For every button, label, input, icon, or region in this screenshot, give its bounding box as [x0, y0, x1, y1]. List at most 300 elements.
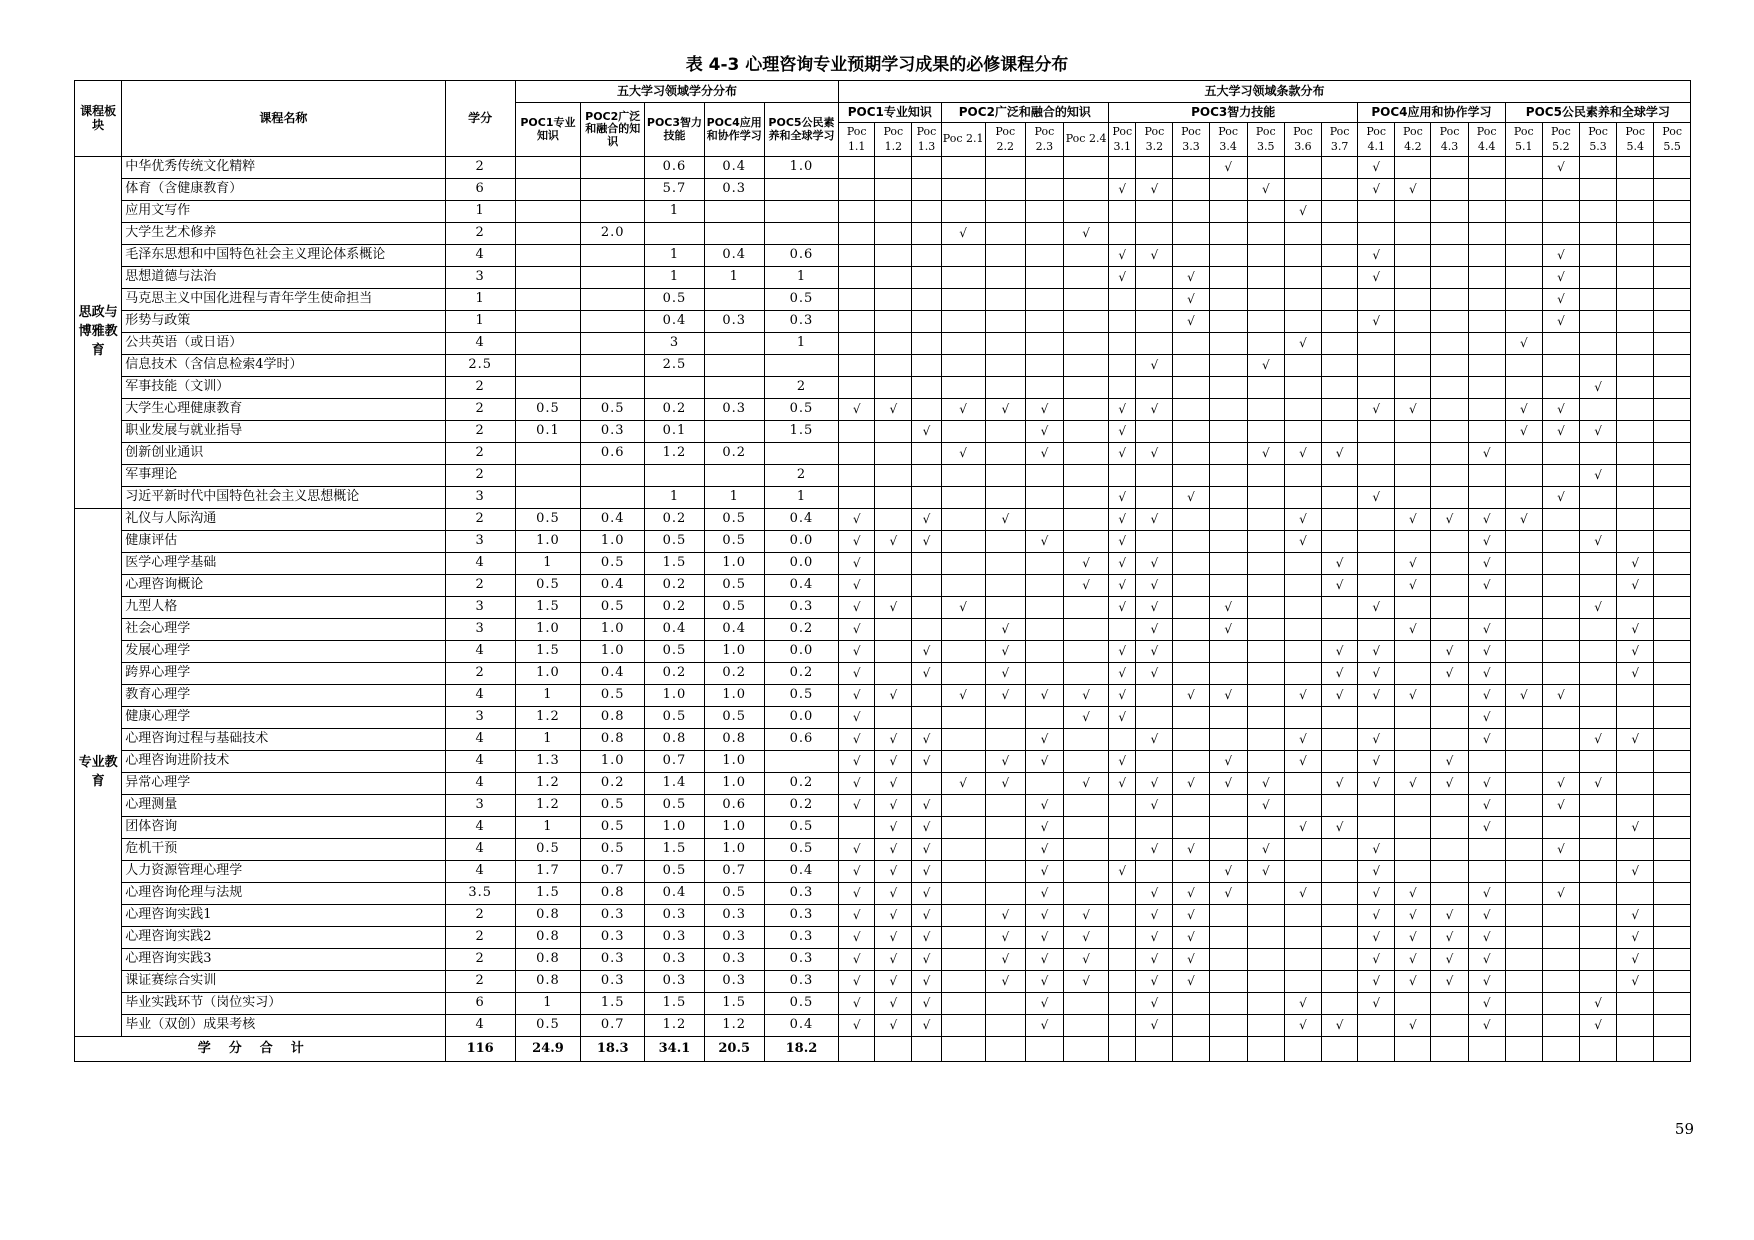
empty-cell — [839, 289, 875, 311]
total-poc-credit: 34.1 — [645, 1037, 704, 1062]
empty-cell — [1025, 1037, 1063, 1062]
empty-cell — [1654, 949, 1691, 971]
empty-cell — [1617, 377, 1654, 399]
check-mark: √ — [1395, 971, 1431, 993]
table-row — [75, 861, 1691, 883]
poc4-credit-header: POC4应用和协作学习 — [704, 103, 764, 157]
empty-cell — [912, 201, 941, 223]
table-row — [75, 223, 1691, 245]
check-mark: √ — [1173, 927, 1209, 949]
check-mark: √ — [1322, 773, 1358, 795]
empty-cell — [1358, 201, 1395, 223]
check-mark: √ — [1468, 817, 1505, 839]
empty-cell — [1617, 355, 1654, 377]
empty-cell — [912, 267, 941, 289]
empty-cell — [1209, 333, 1247, 355]
empty-cell — [1025, 289, 1063, 311]
check-mark: √ — [1468, 795, 1505, 817]
poc-credit-cell: 0.5 — [581, 839, 645, 861]
empty-cell — [1247, 421, 1284, 443]
check-mark: √ — [1395, 773, 1431, 795]
poc-credit-cell — [581, 267, 645, 289]
section-label: 思政与博雅教育 — [75, 157, 122, 509]
empty-cell — [875, 267, 912, 289]
empty-cell — [875, 663, 912, 685]
empty-cell — [1580, 575, 1617, 597]
empty-cell — [1209, 201, 1247, 223]
poc-credit-cell: 0.3 — [645, 905, 704, 927]
empty-cell — [1431, 289, 1468, 311]
check-mark: √ — [1247, 861, 1284, 883]
check-mark: √ — [1284, 817, 1321, 839]
empty-cell — [1173, 993, 1209, 1015]
poc-credit-cell: 1 — [645, 487, 704, 509]
poc-credit-cell: 0.5 — [764, 685, 838, 707]
check-mark: √ — [1025, 949, 1063, 971]
empty-cell — [1580, 179, 1617, 201]
empty-cell — [941, 927, 985, 949]
check-mark: √ — [1431, 905, 1468, 927]
poc-credit-cell: 0.5 — [581, 685, 645, 707]
check-mark: √ — [1358, 949, 1395, 971]
empty-cell — [1322, 245, 1358, 267]
empty-cell — [1358, 289, 1395, 311]
empty-cell — [1025, 201, 1063, 223]
check-mark: √ — [1136, 1015, 1173, 1037]
empty-cell — [1322, 993, 1358, 1015]
course-name: 跨界心理学 — [122, 663, 445, 685]
empty-cell — [941, 1015, 985, 1037]
check-mark: √ — [1358, 927, 1395, 949]
empty-cell — [985, 465, 1025, 487]
empty-cell — [839, 223, 875, 245]
empty-cell — [1617, 289, 1654, 311]
check-mark: √ — [1358, 861, 1395, 883]
poc-credit-cell: 0.4 — [581, 575, 645, 597]
poc-credit-cell: 0.5 — [645, 641, 704, 663]
check-mark: √ — [1109, 751, 1136, 773]
course-credit: 6 — [445, 993, 515, 1015]
check-mark: √ — [875, 795, 912, 817]
check-mark: √ — [912, 993, 941, 1015]
empty-cell — [1580, 663, 1617, 685]
empty-cell — [1247, 399, 1284, 421]
check-mark: √ — [1136, 553, 1173, 575]
poc-credit-cell: 1.0 — [704, 685, 764, 707]
poc-credit-cell — [581, 289, 645, 311]
course-credit: 3 — [445, 619, 515, 641]
empty-cell — [1358, 509, 1395, 531]
subclause-header: Poc 5.4 — [1617, 123, 1654, 157]
check-mark: √ — [1247, 773, 1284, 795]
poc-credit-cell: 0.2 — [581, 773, 645, 795]
empty-cell — [1617, 487, 1654, 509]
poc-credit-cell: 0.3 — [704, 949, 764, 971]
poc-credit-cell: 0.5 — [764, 289, 838, 311]
empty-cell — [1505, 245, 1542, 267]
poc-credit-cell — [581, 157, 645, 179]
empty-cell — [1542, 971, 1579, 993]
empty-cell — [941, 751, 985, 773]
check-mark: √ — [1136, 795, 1173, 817]
empty-cell — [1505, 949, 1542, 971]
empty-cell — [1654, 487, 1691, 509]
total-poc-credit: 18.3 — [581, 1037, 645, 1062]
table-row — [75, 487, 1691, 509]
check-mark: √ — [912, 795, 941, 817]
course-credit: 4 — [445, 751, 515, 773]
course-name: 教育心理学 — [122, 685, 445, 707]
check-mark: √ — [1468, 993, 1505, 1015]
empty-cell — [1284, 663, 1321, 685]
empty-cell — [1322, 311, 1358, 333]
empty-cell — [875, 333, 912, 355]
subclause-header: Poc 2.1 — [941, 123, 985, 157]
empty-cell — [1322, 927, 1358, 949]
empty-cell — [839, 817, 875, 839]
check-mark: √ — [1109, 421, 1136, 443]
poc-credit-cell: 0.7 — [581, 1015, 645, 1037]
empty-cell — [912, 553, 941, 575]
check-mark: √ — [1358, 971, 1395, 993]
empty-cell — [1025, 223, 1063, 245]
poc-credit-cell: 0.3 — [581, 949, 645, 971]
check-mark: √ — [1542, 157, 1579, 179]
check-mark: √ — [1395, 399, 1431, 421]
poc-credit-cell — [764, 443, 838, 465]
poc-credit-cell — [645, 377, 704, 399]
empty-cell — [1617, 993, 1654, 1015]
check-mark: √ — [1617, 663, 1654, 685]
empty-cell — [912, 223, 941, 245]
poc-credit-cell: 0.1 — [645, 421, 704, 443]
table-row — [75, 641, 1691, 663]
poc-credit-cell: 1.5 — [515, 883, 580, 905]
empty-cell — [941, 817, 985, 839]
empty-cell — [1468, 223, 1505, 245]
table-row — [75, 399, 1691, 421]
empty-cell — [1109, 795, 1136, 817]
empty-cell — [1247, 223, 1284, 245]
empty-cell — [1209, 993, 1247, 1015]
page-number: 59 — [1674, 1120, 1694, 1138]
check-mark: √ — [1209, 861, 1247, 883]
check-mark: √ — [912, 971, 941, 993]
poc-credit-cell: 0.0 — [764, 641, 838, 663]
poc-credit-cell: 1 — [645, 245, 704, 267]
check-mark: √ — [1025, 1015, 1063, 1037]
empty-cell — [941, 465, 985, 487]
check-mark: √ — [839, 597, 875, 619]
empty-cell — [941, 553, 985, 575]
course-credit: 2 — [445, 949, 515, 971]
empty-cell — [1209, 421, 1247, 443]
empty-cell — [1025, 707, 1063, 729]
course-credit: 3 — [445, 597, 515, 619]
empty-cell — [1284, 355, 1321, 377]
empty-cell — [875, 619, 912, 641]
empty-cell — [1468, 597, 1505, 619]
check-mark: √ — [1431, 751, 1468, 773]
table-row — [75, 773, 1691, 795]
check-mark: √ — [1109, 553, 1136, 575]
check-mark: √ — [1617, 641, 1654, 663]
check-mark: √ — [839, 795, 875, 817]
empty-cell — [1431, 311, 1468, 333]
course-name: 职业发展与就业指导 — [122, 421, 445, 443]
empty-cell — [912, 333, 941, 355]
check-mark: √ — [1064, 927, 1109, 949]
check-mark: √ — [1358, 883, 1395, 905]
course-credit: 2 — [445, 377, 515, 399]
empty-cell — [1505, 971, 1542, 993]
check-mark: √ — [1468, 949, 1505, 971]
empty-cell — [1209, 355, 1247, 377]
empty-cell — [1109, 1015, 1136, 1037]
empty-cell — [1173, 553, 1209, 575]
empty-cell — [985, 377, 1025, 399]
poc-credit-cell: 2.5 — [645, 355, 704, 377]
empty-cell — [912, 487, 941, 509]
table-row — [75, 905, 1691, 927]
empty-cell — [1542, 179, 1579, 201]
empty-cell — [1064, 641, 1109, 663]
check-mark: √ — [875, 905, 912, 927]
poc-credit-cell: 0.2 — [764, 795, 838, 817]
empty-cell — [1395, 795, 1431, 817]
empty-cell — [1542, 1015, 1579, 1037]
empty-cell — [1580, 443, 1617, 465]
check-mark: √ — [912, 1015, 941, 1037]
empty-cell — [985, 443, 1025, 465]
empty-cell — [1247, 311, 1284, 333]
empty-cell — [941, 883, 985, 905]
empty-cell — [875, 289, 912, 311]
empty-cell — [1173, 729, 1209, 751]
check-mark: √ — [985, 685, 1025, 707]
empty-cell — [1025, 575, 1063, 597]
poc-credit-cell: 0.5 — [581, 597, 645, 619]
empty-cell — [912, 289, 941, 311]
empty-cell — [1580, 927, 1617, 949]
empty-cell — [1209, 487, 1247, 509]
empty-cell — [1654, 707, 1691, 729]
poc-credit-cell: 0.5 — [704, 597, 764, 619]
course-name: 军事技能（文训） — [122, 377, 445, 399]
check-mark: √ — [1542, 245, 1579, 267]
poc-credit-cell — [704, 223, 764, 245]
poc-credit-cell — [515, 443, 580, 465]
check-mark: √ — [1322, 1015, 1358, 1037]
empty-cell — [1284, 553, 1321, 575]
empty-cell — [985, 597, 1025, 619]
check-mark: √ — [912, 531, 941, 553]
empty-cell — [1284, 421, 1321, 443]
check-mark: √ — [1358, 993, 1395, 1015]
empty-cell — [1136, 223, 1173, 245]
check-mark: √ — [985, 663, 1025, 685]
empty-cell — [1209, 707, 1247, 729]
empty-cell — [1431, 267, 1468, 289]
course-name: 形势与政策 — [122, 311, 445, 333]
check-mark: √ — [839, 707, 875, 729]
poc-credit-cell: 0.4 — [764, 509, 838, 531]
check-mark: √ — [1284, 531, 1321, 553]
check-mark: √ — [1173, 267, 1209, 289]
empty-cell — [1109, 377, 1136, 399]
check-mark: √ — [875, 729, 912, 751]
check-mark: √ — [1136, 839, 1173, 861]
course-credit: 4 — [445, 729, 515, 751]
course-credit: 4 — [445, 245, 515, 267]
empty-cell — [1468, 751, 1505, 773]
empty-cell — [1617, 707, 1654, 729]
empty-cell — [1358, 377, 1395, 399]
course-credit: 4 — [445, 773, 515, 795]
check-mark: √ — [1025, 729, 1063, 751]
course-name: 中华优秀传统文化精粹 — [122, 157, 445, 179]
check-mark: √ — [1025, 531, 1063, 553]
check-mark: √ — [1617, 861, 1654, 883]
check-mark: √ — [1109, 509, 1136, 531]
empty-cell — [1247, 377, 1284, 399]
empty-cell — [1617, 443, 1654, 465]
empty-cell — [839, 377, 875, 399]
empty-cell — [1025, 553, 1063, 575]
poc-credit-cell: 0.3 — [764, 905, 838, 927]
empty-cell — [1322, 751, 1358, 773]
empty-cell — [1580, 1037, 1617, 1062]
poc-credit-cell: 0.8 — [581, 883, 645, 905]
check-mark: √ — [875, 861, 912, 883]
check-mark: √ — [1064, 575, 1109, 597]
check-mark: √ — [985, 751, 1025, 773]
empty-cell — [1358, 795, 1395, 817]
empty-cell — [1209, 245, 1247, 267]
check-mark: √ — [1247, 795, 1284, 817]
check-mark: √ — [1025, 751, 1063, 773]
check-mark: √ — [1358, 905, 1395, 927]
check-mark: √ — [1284, 443, 1321, 465]
empty-cell — [839, 267, 875, 289]
course-name: 心理咨询概论 — [122, 575, 445, 597]
poc-credit-cell: 0.8 — [515, 949, 580, 971]
empty-cell — [1542, 729, 1579, 751]
poc-credit-cell: 1.0 — [515, 619, 580, 641]
empty-cell — [941, 509, 985, 531]
check-mark: √ — [941, 597, 985, 619]
empty-cell — [941, 729, 985, 751]
course-name: 心理测量 — [122, 795, 445, 817]
check-mark: √ — [1109, 663, 1136, 685]
empty-cell — [1580, 817, 1617, 839]
subclause-header: Poc 4.1 — [1358, 123, 1395, 157]
empty-cell — [1064, 377, 1109, 399]
empty-cell — [1654, 839, 1691, 861]
empty-cell — [1247, 465, 1284, 487]
course-credit: 2 — [445, 663, 515, 685]
course-name: 应用文写作 — [122, 201, 445, 223]
empty-cell — [1468, 861, 1505, 883]
poc-credit-cell: 1 — [704, 267, 764, 289]
empty-cell — [1468, 289, 1505, 311]
check-mark: √ — [1136, 641, 1173, 663]
empty-cell — [1617, 421, 1654, 443]
poc-credit-cell: 0.6 — [581, 443, 645, 465]
course-name: 体育（含健康教育） — [122, 179, 445, 201]
empty-cell — [1064, 443, 1109, 465]
empty-cell — [1322, 421, 1358, 443]
empty-cell — [1247, 905, 1284, 927]
empty-cell — [941, 201, 985, 223]
empty-cell — [1617, 465, 1654, 487]
empty-cell — [1654, 245, 1691, 267]
empty-cell — [1654, 355, 1691, 377]
check-mark: √ — [1468, 729, 1505, 751]
check-mark: √ — [1505, 399, 1542, 421]
poc-credit-cell: 0.5 — [645, 531, 704, 553]
check-mark: √ — [1173, 905, 1209, 927]
empty-cell — [1247, 553, 1284, 575]
empty-cell — [1247, 1015, 1284, 1037]
course-credit: 4 — [445, 861, 515, 883]
check-mark: √ — [1322, 553, 1358, 575]
check-mark: √ — [875, 1015, 912, 1037]
check-mark: √ — [1064, 223, 1109, 245]
poc-credit-cell: 0.5 — [645, 795, 704, 817]
empty-cell — [1505, 443, 1542, 465]
poc-credit-cell — [645, 465, 704, 487]
check-mark: √ — [912, 509, 941, 531]
empty-cell — [1173, 443, 1209, 465]
check-mark: √ — [1109, 707, 1136, 729]
empty-cell — [1064, 1015, 1109, 1037]
check-mark: √ — [1136, 883, 1173, 905]
poc-credit-cell: 1.0 — [515, 531, 580, 553]
empty-cell — [1468, 311, 1505, 333]
empty-cell — [1322, 289, 1358, 311]
poc-credit-cell: 0.4 — [704, 157, 764, 179]
check-mark: √ — [1025, 971, 1063, 993]
empty-cell — [1064, 465, 1109, 487]
empty-cell — [1064, 1037, 1109, 1062]
subclause-header: Poc 1.3 — [912, 123, 941, 157]
check-mark: √ — [1173, 839, 1209, 861]
empty-cell — [912, 179, 941, 201]
empty-cell — [912, 245, 941, 267]
poc-credit-cell: 0.0 — [764, 707, 838, 729]
empty-cell — [1505, 729, 1542, 751]
empty-cell — [1580, 509, 1617, 531]
course-credit: 1 — [445, 289, 515, 311]
poc-credit-cell: 0.2 — [764, 773, 838, 795]
check-mark: √ — [1025, 883, 1063, 905]
check-mark: √ — [1468, 509, 1505, 531]
empty-cell — [1431, 399, 1468, 421]
course-name: 马克思主义中国化进程与青年学生使命担当 — [122, 289, 445, 311]
empty-cell — [1395, 729, 1431, 751]
empty-cell — [1247, 993, 1284, 1015]
empty-cell — [985, 267, 1025, 289]
empty-cell — [1654, 1015, 1691, 1037]
poc-credit-cell: 0.3 — [704, 905, 764, 927]
poc-credit-cell — [515, 201, 580, 223]
check-mark: √ — [912, 883, 941, 905]
empty-cell — [1025, 487, 1063, 509]
empty-cell — [1247, 289, 1284, 311]
empty-cell — [1654, 729, 1691, 751]
empty-cell — [1395, 531, 1431, 553]
